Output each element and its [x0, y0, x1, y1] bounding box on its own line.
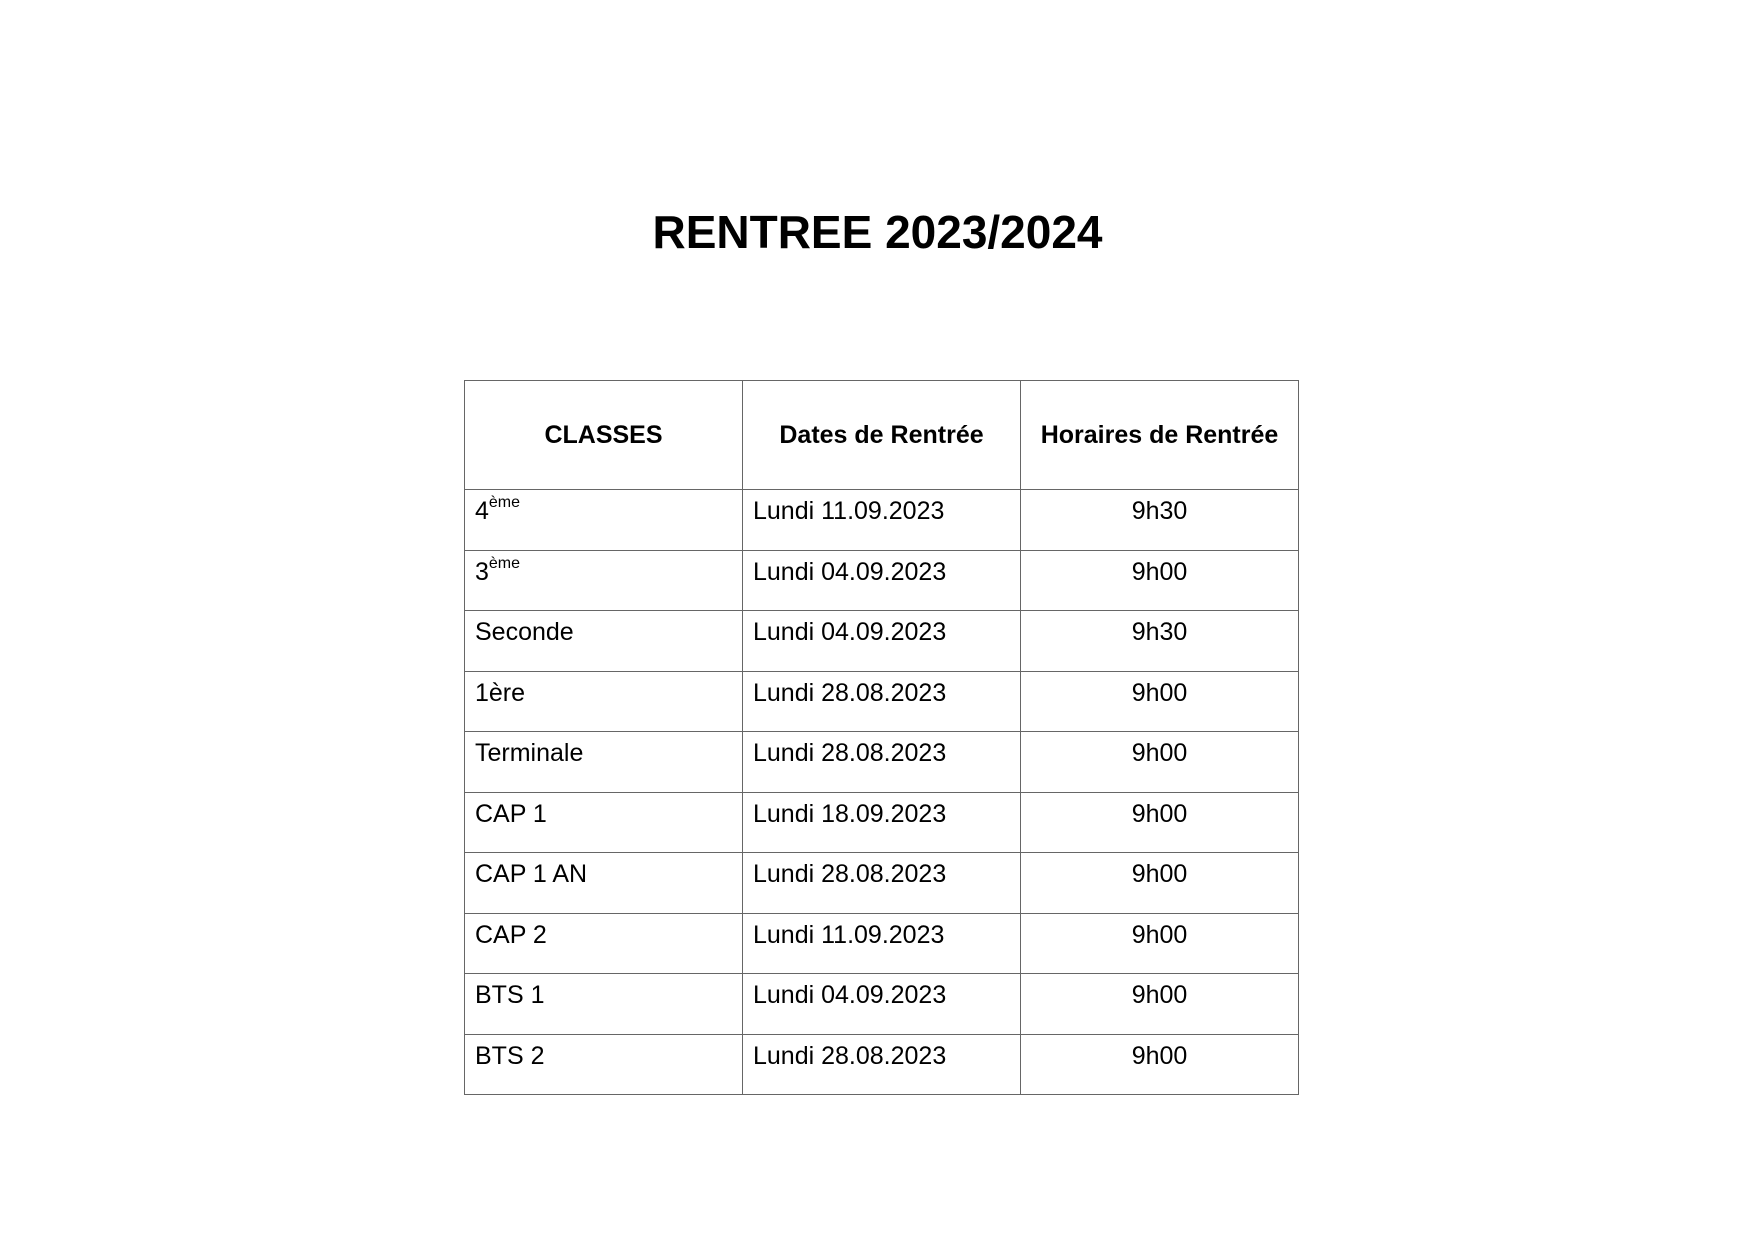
class-suffix: ème — [488, 494, 521, 511]
date-cell: Lundi 11.09.2023 — [743, 490, 1021, 551]
class-name: CAP 2 — [475, 920, 547, 949]
date-cell: Lundi 04.09.2023 — [743, 974, 1021, 1035]
class-cell — [465, 792, 743, 853]
date-cell: Lundi 28.08.2023 — [743, 732, 1021, 793]
date-cell: Lundi 04.09.2023 — [743, 611, 1021, 672]
class-name: Terminale — [475, 739, 584, 767]
time-cell: 9h00 — [1021, 913, 1299, 974]
date-cell: Lundi 11.09.2023 — [743, 913, 1021, 974]
class-name: Seconde — [475, 618, 574, 646]
time-cell: 9h00 — [1021, 974, 1299, 1035]
header-dates: Dates de Rentrée — [743, 381, 1021, 490]
class-cell — [465, 611, 743, 672]
class-cell — [465, 853, 743, 914]
header-classes: CLASSES — [465, 381, 743, 490]
time-cell: 9h00 — [1021, 550, 1299, 611]
time-cell: 9h00 — [1021, 732, 1299, 793]
date-cell: Lundi 04.09.2023 — [743, 550, 1021, 611]
time-cell: 9h00 — [1021, 853, 1299, 914]
date-cell: Lundi 28.08.2023 — [743, 853, 1021, 914]
class-name: 4 — [475, 497, 489, 525]
table-row — [465, 732, 1299, 793]
class-cell — [465, 550, 743, 611]
table-row — [465, 913, 1299, 974]
date-cell: Lundi 28.08.2023 — [743, 1034, 1021, 1095]
class-cell — [465, 913, 743, 974]
table-row — [465, 550, 1299, 611]
class-cell — [465, 732, 743, 793]
class-cell — [465, 1034, 743, 1095]
table-header-row — [465, 381, 1299, 490]
table-row — [465, 792, 1299, 853]
class-name: CAP 1 — [475, 799, 547, 828]
time-cell: 9h00 — [1021, 792, 1299, 853]
table-row — [465, 1034, 1299, 1095]
header-times: Horaires de Rentrée — [1021, 381, 1299, 490]
table-row — [465, 853, 1299, 914]
table-row — [465, 671, 1299, 732]
class-suffix: ème — [488, 554, 521, 572]
date-cell: Lundi 18.09.2023 — [743, 792, 1021, 853]
class-name: BTS 2 — [475, 1041, 545, 1070]
time-cell: 9h30 — [1021, 611, 1299, 672]
time-cell: 9h30 — [1021, 490, 1299, 551]
table-row — [465, 974, 1299, 1035]
class-cell — [465, 671, 743, 732]
time-cell: 9h00 — [1021, 1034, 1299, 1095]
class-name: 1ère — [475, 678, 526, 707]
table-row — [465, 490, 1299, 551]
class-name: 3 — [475, 557, 489, 586]
table-row — [465, 611, 1299, 672]
schedule-table — [464, 380, 1299, 1095]
time-cell: 9h00 — [1021, 671, 1299, 732]
class-cell — [465, 974, 743, 1035]
class-name: BTS 1 — [475, 981, 545, 1009]
class-name: CAP 1 AN — [475, 860, 588, 888]
date-cell: Lundi 28.08.2023 — [743, 671, 1021, 732]
page-title: RENTREE 2023/2024 — [652, 206, 1103, 258]
class-cell — [465, 490, 743, 551]
